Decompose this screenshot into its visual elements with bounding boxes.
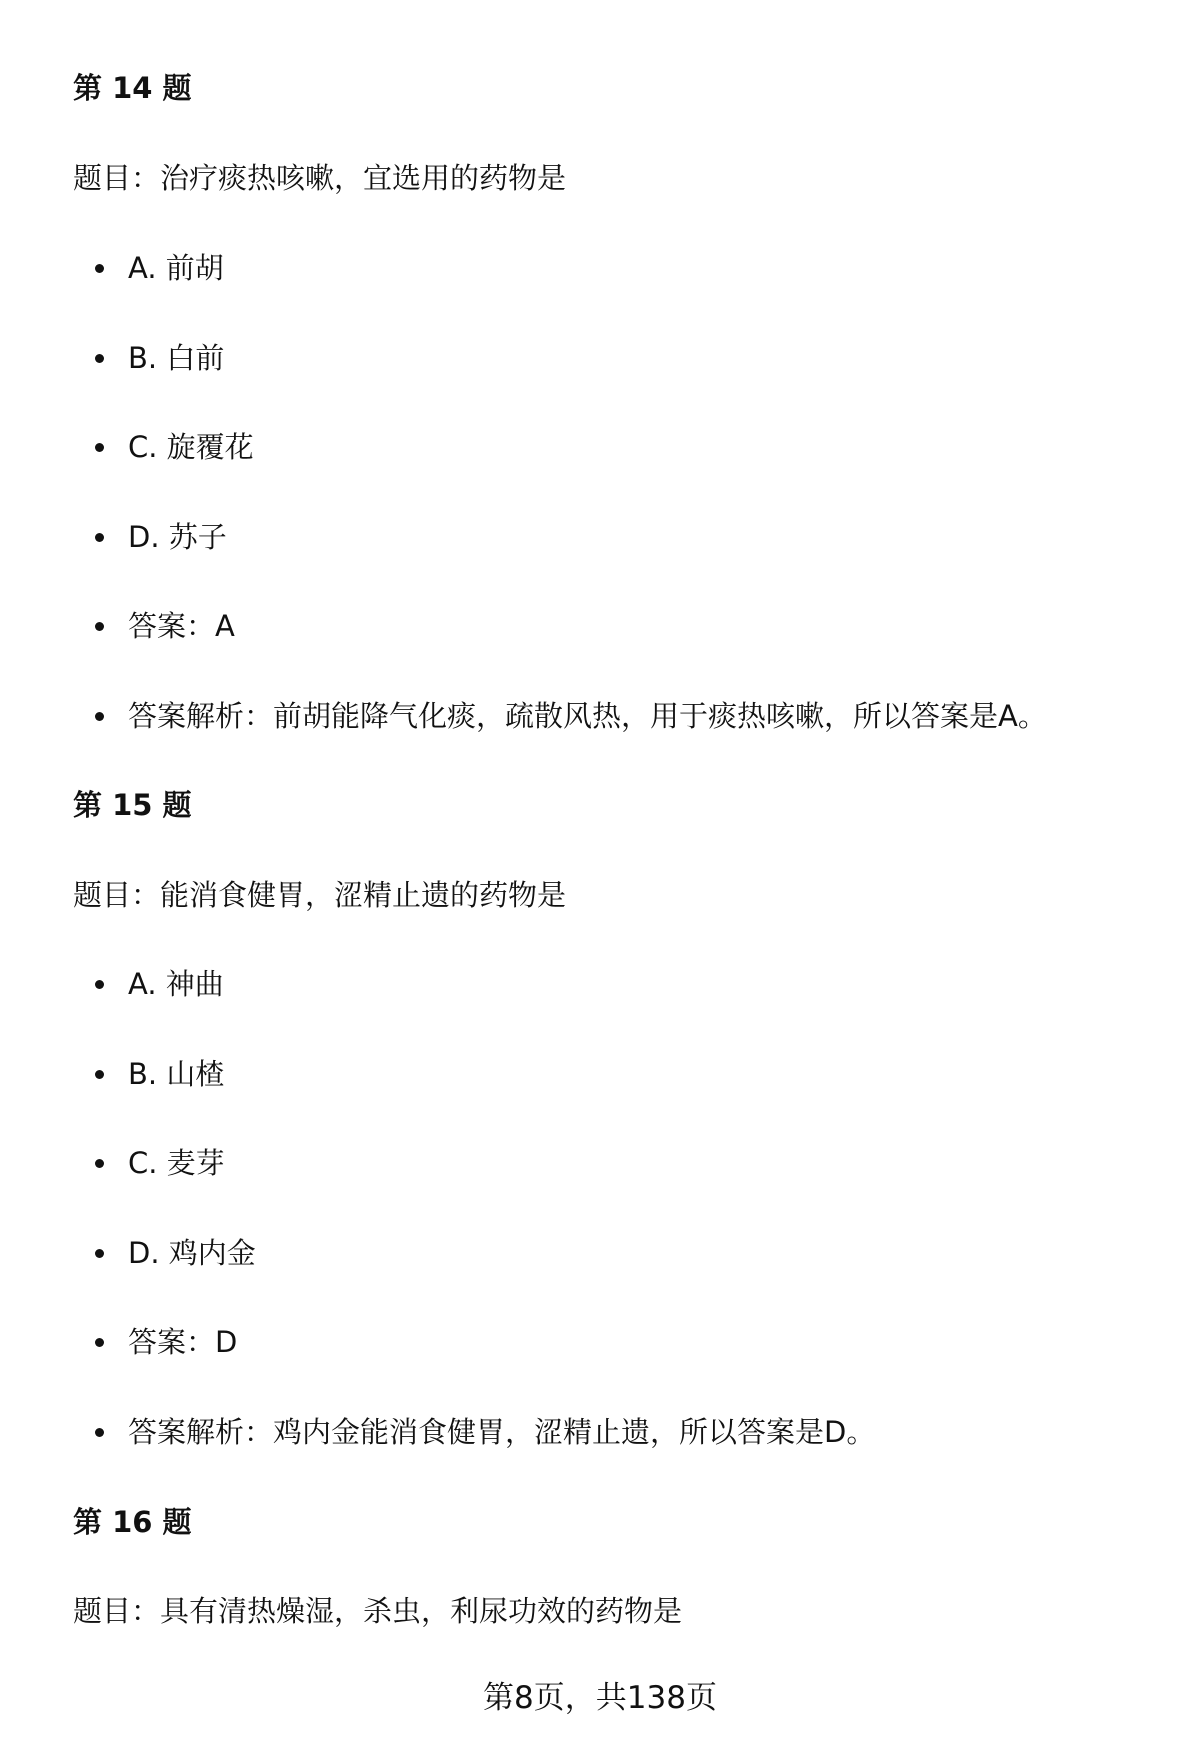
option-b <box>95 338 224 378</box>
bullet-icon <box>95 264 104 273</box>
option-text: D. 鸡内金 <box>128 1236 256 1270</box>
question-stem: 题目：能消食健胃，涩精止遗的药物是 <box>73 878 567 912</box>
question-stem: 题目：治疗痰热咳嗽，宜选用的药物是 <box>73 161 567 195</box>
option-a <box>95 964 224 1004</box>
option-b <box>95 1054 224 1094</box>
answer-analysis <box>95 1412 875 1452</box>
page-footer: 第8页，共138页 <box>483 1680 717 1716</box>
bullet-icon <box>95 1070 104 1079</box>
bullet-icon <box>95 443 104 452</box>
option-text: C. 旋覆花 <box>128 430 254 464</box>
option-a <box>95 248 224 288</box>
question-title: 第 14 题 <box>73 71 192 105</box>
answer-text: 答案：D <box>128 1325 238 1359</box>
answer <box>95 1322 237 1362</box>
answer <box>95 606 235 646</box>
bullet-icon <box>95 1159 104 1168</box>
option-c <box>95 1143 225 1183</box>
answer-analysis <box>95 696 1047 736</box>
option-text: A. 神曲 <box>128 967 224 1001</box>
bullet-icon <box>95 1338 104 1347</box>
bullet-icon <box>95 354 104 363</box>
question-title: 第 16 题 <box>73 1505 192 1539</box>
bullet-icon <box>95 622 104 631</box>
bullet-icon <box>95 1249 104 1258</box>
option-d <box>95 517 227 557</box>
option-text: B. 白前 <box>128 341 225 375</box>
bullet-icon <box>95 712 104 721</box>
option-d <box>95 1233 256 1273</box>
option-c <box>95 427 254 467</box>
analysis-text: 答案解析：鸡内金能消食健胃，涩精止遗，所以答案是D。 <box>128 1415 876 1449</box>
analysis-text: 答案解析：前胡能降气化痰，疏散风热，用于痰热咳嗽，所以答案是A。 <box>128 699 1047 733</box>
bullet-icon <box>95 980 104 989</box>
option-text: B. 山楂 <box>128 1057 225 1091</box>
option-text: C. 麦芽 <box>128 1146 225 1180</box>
bullet-icon <box>95 1428 104 1437</box>
answer-text: 答案：A <box>128 609 235 643</box>
option-text: D. 苏子 <box>128 520 227 554</box>
question-title: 第 15 题 <box>73 788 192 822</box>
question-stem: 题目：具有清热燥湿，杀虫，利尿功效的药物是 <box>73 1594 683 1628</box>
option-text: A. 前胡 <box>128 251 224 285</box>
bullet-icon <box>95 533 104 542</box>
